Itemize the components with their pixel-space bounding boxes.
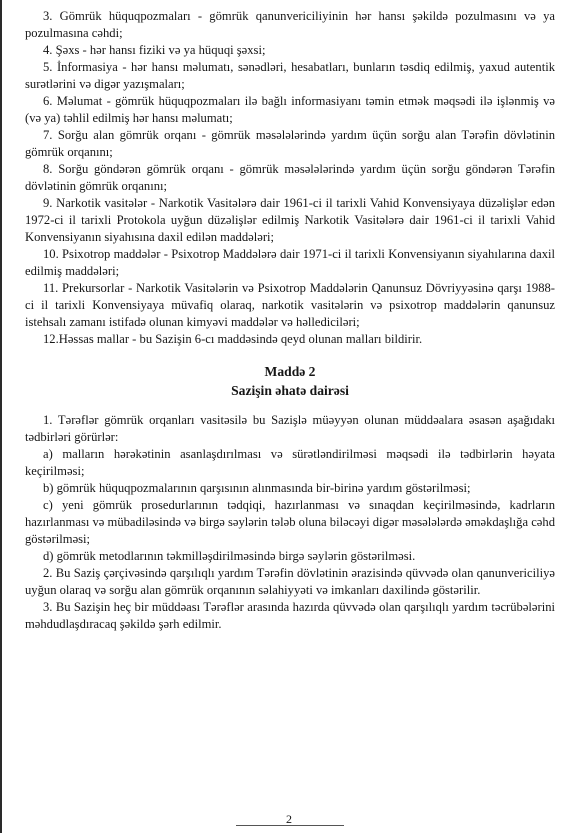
definition-item-8: 8. Sorğu göndərən gömrük orqanı - gömrük məsələlərində yardım üçün sorğu göndərən Tərəfin dövlətinin gömrük orqanını; <box>25 162 555 193</box>
document-body <box>25 8 555 633</box>
definition-item-10: 10. Psixotrop maddələr - Psixotrop Maddələrə dair 1971-ci il tarixli Konvensiyanın siyahılarına daxil edilmiş maddələri; <box>25 247 555 278</box>
scope-item-c: c) yeni gömrük prosedurlarının tədqiqi, hazırlanması və sınaqdan keçirilməsində, kadrların hazırlanması və mübadiləsində və birgə səylərin tələb oluna biləcəyi digər məsələlərdə əməkdaşlığa cəhd göstərilməsi; <box>25 498 555 546</box>
definition-item-5: 5. İnformasiya - hər hansı məlumatı, sənədləri, hesabatları, bunların təsdiq edilmiş, yaxud autentik surətlərini və digər yazışmaları; <box>25 60 555 91</box>
scope-item-a: a) malların hərəkətinin asanlaşdırılması və sürətləndirilməsi məqsədi ilə tədbirlərin həyata keçirilməsi; <box>25 447 555 478</box>
definition-item-9: 9. Narkotik vasitələr - Narkotik Vasitələrə dair 1961-ci il tarixli Vahid Konvensiyaya düzəlişlər edən 1972-ci il tarixli Protokola uyğun düzəlişlər edilmiş Narkotik Vasitələrə dair 1961-ci il tarixli Vahid Konvensiyanın siyahısına daxil edilən maddələri; <box>25 196 555 244</box>
definition-item-3: 3. Gömrük hüquqpozmaları - gömrük qanunvericiliyinin hər hansı şəkildə pozulmasını və ya pozulmasına cəhdi; <box>25 9 555 40</box>
section-spacer <box>25 348 555 362</box>
scope-item-2: 2. Bu Saziş çərçivəsində qarşılıqlı yardım Tərəfin dövlətinin ərazisində qüvvədə olan qanunvericiliyə uyğun olaraq və sorğu alan gömrük orqanının səlahiyyəti və imkanları daxilində göstərilir. <box>25 566 555 597</box>
page-number: 2 <box>286 812 292 826</box>
definition-item-11: 11. Prekursorlar - Narkotik Vasitələrin və Psixotrop Maddələrin Qanunsuz Dövriyyəsinə qarşı 1988-ci il tarixli Konvensiyaya müvafiq olaraq, narkotik vasitələrin və psixotrop maddələrin qanunsuz istehsalı zamanı istifadə olunan kimyəvi maddələr və həllediciləri; <box>25 281 555 329</box>
article-number: Maddə 2 <box>264 364 316 379</box>
article-title: Sazişin əhatə dairəsi <box>231 383 349 398</box>
page-number-rule <box>236 825 344 826</box>
scope-item-b: b) gömrük hüquqpozmalarının qarşısının alınmasında bir-birinə yardım göstərilməsi; <box>43 481 471 495</box>
scope-item-3: 3. Bu Sazişin heç bir müddəası Tərəflər arasında hazırda qüvvədə olan qarşılıqlı yardım təcrübələrini məhdudlaşdıracaq şəkildə şərh edilmir. <box>25 600 555 631</box>
definition-item-4: 4. Şəxs - hər hansı fiziki və ya hüquqi şəxsi; <box>43 43 266 57</box>
section-spacer <box>25 400 555 412</box>
definition-item-12: 12.Həssas mallar - bu Sazişin 6-cı maddəsində qeyd olunan malları bildirir. <box>43 332 423 346</box>
scope-item-d: d) gömrük metodlarının təkmilləşdirilməsində birgə səylərin göstərilməsi. <box>43 549 416 563</box>
definition-item-6: 6. Məlumat - gömrük hüquqpozmaları ilə bağlı informasiyanı təmin etmək məqsədi ilə işlənmiş və (və ya) təhlil edilmiş hər hansı məlumatı; <box>25 94 555 125</box>
scope-item-1: 1. Tərəflər gömrük orqanları vasitəsilə bu Sazişlə müəyyən olunan müddəalara əsasən aşağıdakı tədbirləri görürlər: <box>25 413 555 444</box>
definition-item-7: 7. Sorğu alan gömrük orqanı - gömrük məsələlərində yardım üçün sorğu alan Tərəfin dövlətinin gömrük orqanını; <box>25 128 555 159</box>
